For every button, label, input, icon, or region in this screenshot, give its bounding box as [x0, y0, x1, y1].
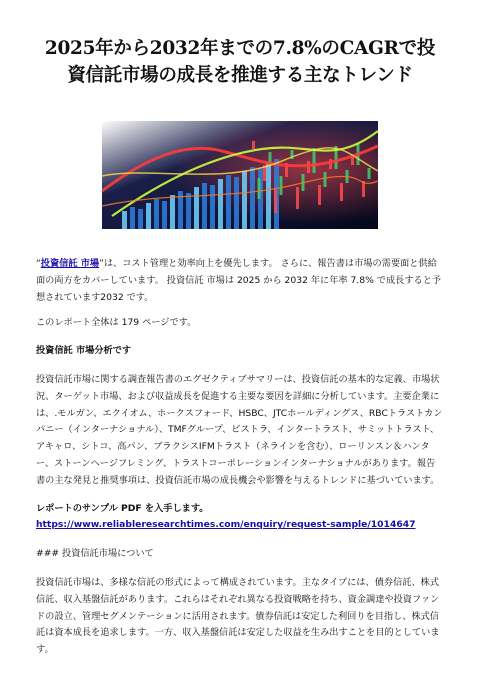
hero-bar [122, 211, 127, 229]
hero-candle [280, 176, 283, 195]
hero-bar [138, 209, 143, 229]
hero-bar [170, 195, 175, 229]
hero-bar [130, 207, 135, 229]
hero-bar [266, 163, 271, 229]
hero-candle [318, 185, 321, 205]
hero-bar [154, 199, 159, 229]
hero-bar [186, 193, 191, 229]
about-heading: ### 投資信託市場について [36, 548, 154, 560]
hero-candle [307, 161, 310, 173]
hero-candle [296, 187, 299, 209]
hero-candle [351, 157, 354, 165]
hero-bar [202, 183, 207, 229]
hero-bar [162, 201, 167, 229]
about-paragraph: 投資信託市場は、多様な信託の形式によって構成されています。主なタイプには、債券信託、株式信託、収入基盤信託があります。これらはそれぞれ異なる投資戦略を持ち、資金調達や投資ファンドの設立、管理セグメンテーションに活用されます。債券信託は安定した利回りを目指し、株式信託は資本成長を追求します。一方、収入基盤信託は安定した収益を生み出すことを目的としています。 [36, 576, 440, 656]
analysis-heading: 投資信託 市場分析です [36, 345, 132, 357]
page-title: 2025年から2032年までの7.8%のCAGRで投資信託市場の成長を推進する主なトレンド [44, 38, 436, 86]
hero-candle [324, 172, 327, 187]
pages-line: このレポート全体は 179 ページです。 [36, 317, 197, 329]
sample-link[interactable]: https://www.reliableresearchtimes.com/enquiry/request-sample/1014647 [36, 519, 416, 531]
hero-bar [210, 185, 215, 229]
intro-paragraph [36, 256, 444, 306]
hero-candle [368, 168, 371, 179]
sample-label: レポートのサンプル PDF を入手します。 [36, 502, 209, 514]
hero-bar [194, 187, 199, 229]
hero-bar [242, 171, 247, 229]
market-link[interactable]: 投資信託 市場 [40, 258, 100, 269]
hero-bar [226, 175, 231, 229]
hero-chart-image [102, 121, 378, 229]
hero-candle [258, 178, 261, 199]
analysis-paragraph: 投資信託市場に関する調査報告書のエグゼクティブサマリーは、投資信託の基本的な定義、市場状況、ターゲット市場、および収益成長を促進する主要な要因を詳細に分析しています。主要企業には、.モルガン、エクイオム、ホークスフォード、HSBC、JTCホールディングス、RBCトラストカンパニー（インターナショナル）、TMFグループ、ビストラ、インタートラスト、サミットトラスト、アキャロ、シトコ、高パン、ブラクシスIFMトラスト（ネラインを含む）、ローリンスン＆ハンター、ストーンヘージフレミング、トラストコーポレーションインターナショナルがあります。報告書の主な発見と推奨事項は、投資信託市場の成長機会や影響を与えるトレンドに基づいています。 [36, 373, 443, 486]
hero-bar [218, 179, 223, 229]
hero-bar [146, 203, 151, 229]
hero-candle [274, 189, 277, 213]
hero-bar [234, 177, 239, 229]
intro-text: ”は、コスト管理と効率向上を優先します。 さらに、報告書は市場の需要面と供給面の両方をカバーしています。 投資信託 市場は 2025 から 2032 年に年率 7.8% で成長すると予想されています2032 です。 [36, 258, 442, 303]
hero-candle [313, 148, 316, 173]
sample-paragraph [36, 501, 444, 535]
hero-bar [250, 167, 255, 229]
hero-candle [340, 183, 343, 201]
hero-candle [269, 152, 272, 163]
quote-open: “ [36, 258, 41, 269]
hero-candle [252, 141, 255, 149]
